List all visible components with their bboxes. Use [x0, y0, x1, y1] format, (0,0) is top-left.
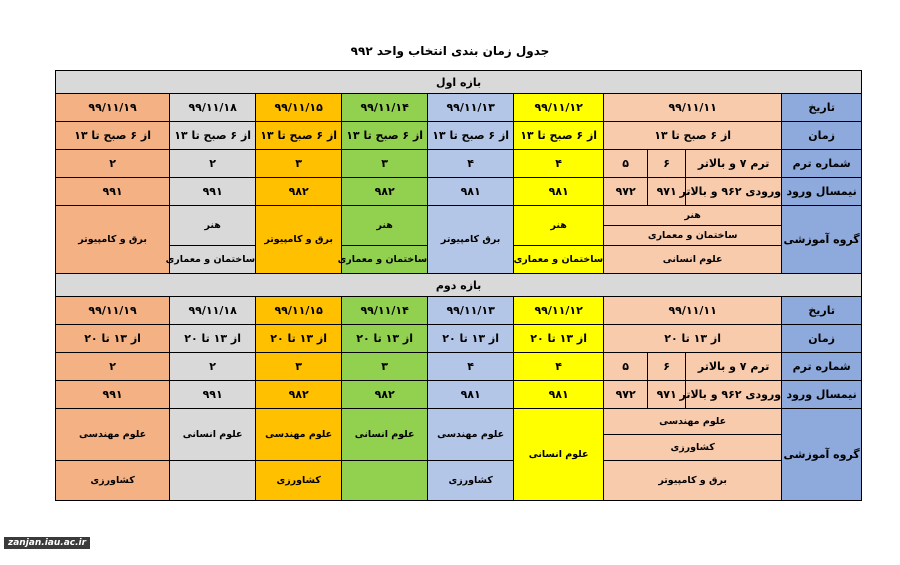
term-cell: ۲: [170, 150, 256, 178]
date-cell: ۹۹/۱۱/۱۹: [56, 94, 170, 122]
time-cell: از ۱۳ تا ۲۰: [170, 325, 256, 353]
watermark: zanjan.iau.ac.ir: [4, 537, 90, 549]
row-label-time: زمان: [782, 325, 862, 353]
entry-cell: ۹۹۱: [56, 178, 170, 206]
group-cell: هنر: [342, 206, 428, 246]
term-cell: ۴: [514, 150, 604, 178]
entry-cell: ۹۷۲: [604, 381, 648, 409]
term-cell: ۶: [648, 150, 686, 178]
group-cell: کشاورزی: [428, 461, 514, 501]
term-cell: ۲: [56, 150, 170, 178]
group-cell: علوم مهندسی: [56, 409, 170, 461]
date-cell: ۹۹/۱۱/۱۲: [514, 94, 604, 122]
group-cell: برق کامپیوتر: [428, 206, 514, 274]
time-row: [56, 325, 862, 353]
date-cell: ۹۹/۱۱/۱۴: [342, 297, 428, 325]
time-cell: از ۱۳ تا ۲۰: [604, 325, 782, 353]
entry-cell: ورودی ۹۶۲ و بالاتر: [686, 381, 782, 409]
time-cell: از ۶ صبح تا ۱۳: [604, 122, 782, 150]
group-cell: کشاورزی: [56, 461, 170, 501]
group-cell: [342, 461, 428, 501]
group-cell: برق و کامپیوتر: [56, 206, 170, 274]
term-cell: ۲: [56, 353, 170, 381]
term-cell: ۲: [170, 353, 256, 381]
group-cell: هنر: [170, 206, 256, 246]
entry-row: [56, 381, 862, 409]
entry-cell: ۹۷۲: [604, 178, 648, 206]
entry-cell: ۹۸۲: [342, 381, 428, 409]
term-cell: ۴: [428, 150, 514, 178]
group-cell: هنر: [604, 206, 782, 226]
date-row: [56, 94, 862, 122]
row-label-term: شماره ترم: [782, 353, 862, 381]
time-row: [56, 122, 862, 150]
row-label-group: گروه آموزشی: [782, 409, 862, 501]
term-cell: ۳: [256, 353, 342, 381]
term-cell: ۴: [514, 353, 604, 381]
section-title-1: بازه اول: [56, 71, 862, 94]
term-cell: ۳: [342, 353, 428, 381]
entry-cell: ۹۹۱: [56, 381, 170, 409]
row-label-entry: نیمسال ورود: [782, 381, 862, 409]
term-cell: ترم ۷ و بالاتر: [686, 353, 782, 381]
entry-cell: ورودی ۹۶۲ و بالاتر: [686, 178, 782, 206]
section-title-2: بازه دوم: [56, 274, 862, 297]
term-cell: ۵: [604, 150, 648, 178]
group-cell: علوم مهندسی: [428, 409, 514, 461]
group-cell: کشاورزی: [604, 435, 782, 461]
date-cell: ۹۹/۱۱/۱۹: [56, 297, 170, 325]
time-cell: از ۶ صبح تا ۱۳: [170, 122, 256, 150]
page-title: جدول زمان بندی انتخاب واحد ۹۹۲: [350, 44, 550, 58]
date-cell: ۹۹/۱۱/۱۳: [428, 94, 514, 122]
group-cell: ساختمان و معماری: [342, 246, 428, 274]
group-cell: علوم مهندسی: [256, 409, 342, 461]
term-cell: ۳: [256, 150, 342, 178]
date-cell: ۹۹/۱۱/۱۸: [170, 94, 256, 122]
date-row: [56, 297, 862, 325]
group-cell: برق و کامپیوتر: [256, 206, 342, 274]
term-cell: ۳: [342, 150, 428, 178]
row-label-time: زمان: [782, 122, 862, 150]
time-cell: از ۶ صبح تا ۱۳: [342, 122, 428, 150]
time-cell: از ۱۳ تا ۲۰: [56, 325, 170, 353]
entry-cell: ۹۸۲: [256, 178, 342, 206]
row-label-term: شماره ترم: [782, 150, 862, 178]
date-cell: ۹۹/۱۱/۱۴: [342, 94, 428, 122]
entry-cell: ۹۸۱: [514, 381, 604, 409]
term-row: [56, 353, 862, 381]
term-cell: ترم ۷ و بالاتر: [686, 150, 782, 178]
group-cell: هنر: [514, 206, 604, 246]
term-cell: ۶: [648, 353, 686, 381]
date-cell: ۹۹/۱۱/۱۱: [604, 297, 782, 325]
group-cell: ساختمان و معماری: [514, 246, 604, 274]
entry-cell: ۹۸۱: [428, 381, 514, 409]
schedule-table: [55, 70, 862, 501]
time-cell: از ۱۳ تا ۲۰: [428, 325, 514, 353]
entry-cell: ۹۷۱: [648, 178, 686, 206]
time-cell: از ۶ صبح تا ۱۳: [514, 122, 604, 150]
group-cell: ساختمان و معماری: [170, 246, 256, 274]
group-cell: علوم مهندسی: [604, 409, 782, 435]
group-cell: علوم انسانی: [342, 409, 428, 461]
group-cell: علوم انسانی: [170, 409, 256, 461]
entry-cell: ۹۸۱: [428, 178, 514, 206]
row-label-group: گروه آموزشی: [782, 206, 862, 274]
time-cell: از ۱۳ تا ۲۰: [342, 325, 428, 353]
date-cell: ۹۹/۱۱/۱۸: [170, 297, 256, 325]
group-cell: کشاورزی: [256, 461, 342, 501]
term-row: [56, 150, 862, 178]
date-cell: ۹۹/۱۱/۱۳: [428, 297, 514, 325]
entry-cell: ۹۹۱: [170, 178, 256, 206]
group-cell: علوم انسانی: [604, 246, 782, 274]
entry-cell: ۹۹۱: [170, 381, 256, 409]
entry-row: [56, 178, 862, 206]
entry-cell: ۹۸۲: [342, 178, 428, 206]
group-cell: علوم انسانی: [514, 409, 604, 501]
group-cell: [170, 461, 256, 501]
time-cell: از ۶ صبح تا ۱۳: [56, 122, 170, 150]
time-cell: از ۶ صبح تا ۱۳: [428, 122, 514, 150]
time-cell: از ۱۳ تا ۲۰: [256, 325, 342, 353]
date-cell: ۹۹/۱۱/۱۵: [256, 297, 342, 325]
entry-cell: ۹۸۱: [514, 178, 604, 206]
time-cell: از ۱۳ تا ۲۰: [514, 325, 604, 353]
row-label-entry: نیمسال ورود: [782, 178, 862, 206]
group-cell: ساختمان و معماری: [604, 226, 782, 246]
row-label-date: تاریخ: [782, 297, 862, 325]
date-cell: ۹۹/۱۱/۱۱: [604, 94, 782, 122]
group-cell: برق و کامپیوتر: [604, 461, 782, 501]
date-cell: ۹۹/۱۱/۱۵: [256, 94, 342, 122]
row-label-date: تاریخ: [782, 94, 862, 122]
term-cell: ۵: [604, 353, 648, 381]
time-cell: از ۶ صبح تا ۱۳: [256, 122, 342, 150]
date-cell: ۹۹/۱۱/۱۲: [514, 297, 604, 325]
term-cell: ۴: [428, 353, 514, 381]
entry-cell: ۹۷۱: [648, 381, 686, 409]
entry-cell: ۹۸۲: [256, 381, 342, 409]
